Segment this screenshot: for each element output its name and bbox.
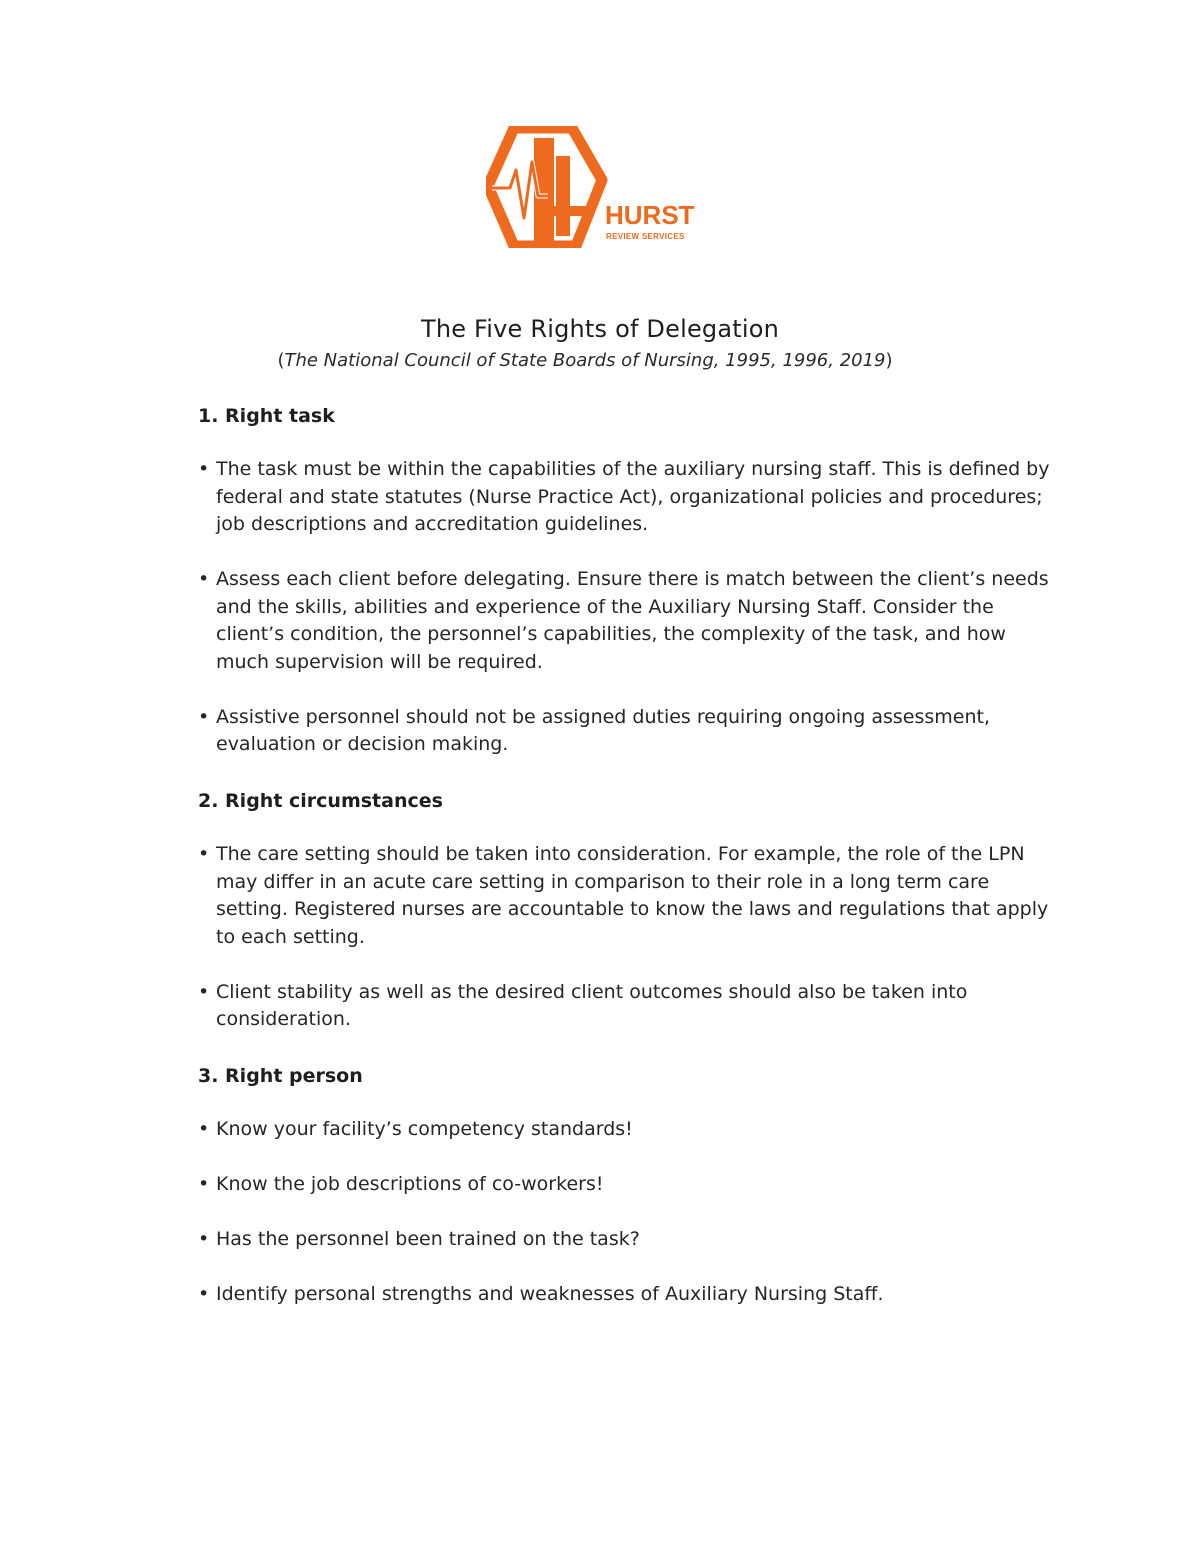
- section-right-person: [198, 1061, 1058, 1309]
- list-item-text: The task must be within the capabilities of the auxiliary nursing staff. This is defined by federal and state statutes (Nurse Practice Act), organizational policies and procedures; job descriptions and accreditation guidelines.: [216, 458, 1050, 535]
- list-item: [198, 1226, 1058, 1254]
- citation-close: ): [885, 350, 893, 371]
- list-item-text: Know your facility’s competency standards!: [216, 1118, 633, 1140]
- list-item: [198, 456, 1058, 539]
- list-item-text: Has the personnel been trained on the task?: [216, 1228, 640, 1250]
- list-item: [198, 1281, 1058, 1309]
- logo-subtitle: REVIEW SERVICES: [606, 232, 685, 241]
- list-item-text: Assistive personnel should not be assigned duties requiring ongoing assessment, evaluation or decision making.: [216, 705, 990, 755]
- bullet-dot: •: [198, 980, 210, 1003]
- document-body: [198, 401, 1058, 1336]
- hurst-logo: [486, 126, 700, 248]
- bullet-dot: •: [198, 1173, 210, 1195]
- page-title: The Five Rights of Delegation: [420, 315, 780, 343]
- list-item: [198, 1116, 1058, 1144]
- bullet-dot: •: [198, 568, 210, 590]
- section-heading: 2. Right circumstances: [198, 790, 443, 812]
- hurst-logo-mark: [486, 126, 700, 248]
- list-item-text: Know the job descriptions of co-workers!: [216, 1173, 604, 1195]
- bullet-dot: •: [198, 1118, 210, 1140]
- list-item-text: Client stability as well as the desired client outcomes should also be taken into consideration.: [216, 980, 968, 1030]
- bullet-dot: •: [198, 843, 210, 865]
- bullet-dot: •: [198, 1283, 210, 1305]
- section-right-circumstances: [198, 786, 1058, 1034]
- list-item: [198, 979, 1058, 1034]
- list-item: [198, 1171, 1058, 1199]
- list-item: [198, 841, 1058, 951]
- list-item-text: The care setting should be taken into consideration. For example, the role of the LPN may differ in an acute care setting in comparison to their role in a long term care setting. Registered nurses are accountable to know the laws and regulations that apply to each setting.: [216, 843, 1049, 948]
- bullet-dot: •: [198, 1228, 210, 1250]
- section-right-task: [198, 401, 1058, 759]
- logo-wordmark: HURST: [605, 200, 695, 230]
- citation-text: The National Council of State Boards of Nursing, 1995, 1996, 2019: [284, 350, 886, 371]
- citation-open: (: [277, 350, 285, 371]
- bullet-dot: •: [198, 458, 210, 480]
- list-item-text: Assess each client before delegating. Ensure there is match between the client’s needs and the skills, abilities and experience of the Auxiliary Nursing Staff. Consider the client’s condition, the personnel’s capabilities, the complexity of the task, and how much supervision will be required.: [216, 568, 1049, 673]
- citation: [0, 350, 1170, 371]
- bullet-dot: •: [198, 705, 210, 728]
- section-heading: 3. Right person: [198, 1065, 363, 1087]
- list-item-text: Identify personal strengths and weaknesses of Auxiliary Nursing Staff.: [216, 1283, 884, 1305]
- list-item: [198, 704, 1058, 759]
- section-heading: 1. Right task: [198, 405, 335, 427]
- list-item: [198, 566, 1058, 676]
